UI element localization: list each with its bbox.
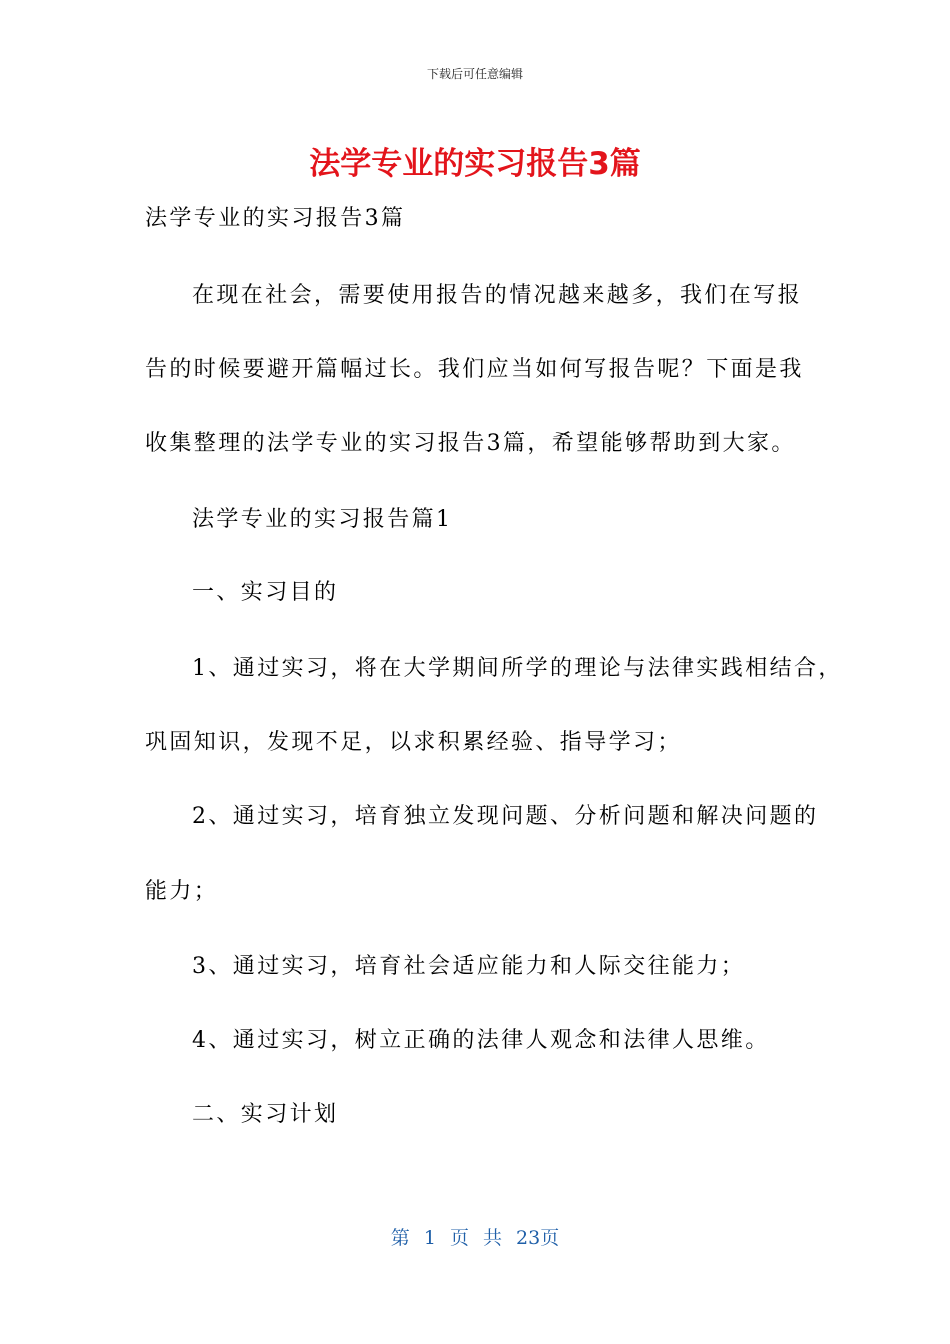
list-item: 4、通过实习，树立正确的法律人观念和法律人思维。 bbox=[192, 1028, 770, 1053]
list-item-continuation: 能力； bbox=[145, 879, 219, 904]
subsection-heading: 二、实习计划 bbox=[192, 1102, 339, 1127]
paragraph-line: 在现在社会，需要使用报告的情况越来越多，我们在写报 bbox=[192, 283, 803, 308]
subtitle-line: 法学专业的实习报告3篇 bbox=[145, 206, 406, 231]
list-item: 3、通过实习，培育社会适应能力和人际交往能力； bbox=[192, 954, 746, 979]
list-item-continuation: 巩固知识，发现不足，以求积累经验、指导学习； bbox=[145, 730, 682, 755]
paragraph-line: 收集整理的法学专业的实习报告3篇，希望能够帮助到大家。 bbox=[145, 431, 796, 456]
page-number-footer: 第 1 页 共 23页 bbox=[390, 1227, 560, 1249]
list-item: 2、通过实习，培育独立发现问题、分析问题和解决问题的 bbox=[192, 804, 819, 829]
subsection-heading: 一、实习目的 bbox=[192, 580, 339, 605]
section-heading: 法学专业的实习报告篇1 bbox=[192, 507, 453, 532]
page-header-note: 下载后可任意编辑 bbox=[426, 67, 523, 81]
paragraph-line: 告的时候要避开篇幅过长。我们应当如何写报告呢？下面是我 bbox=[145, 357, 804, 382]
document-title: 法学专业的实习报告3篇 bbox=[309, 146, 641, 182]
list-item: 1、通过实习，将在大学期间所学的理论与法律实践相结合， bbox=[192, 656, 843, 681]
